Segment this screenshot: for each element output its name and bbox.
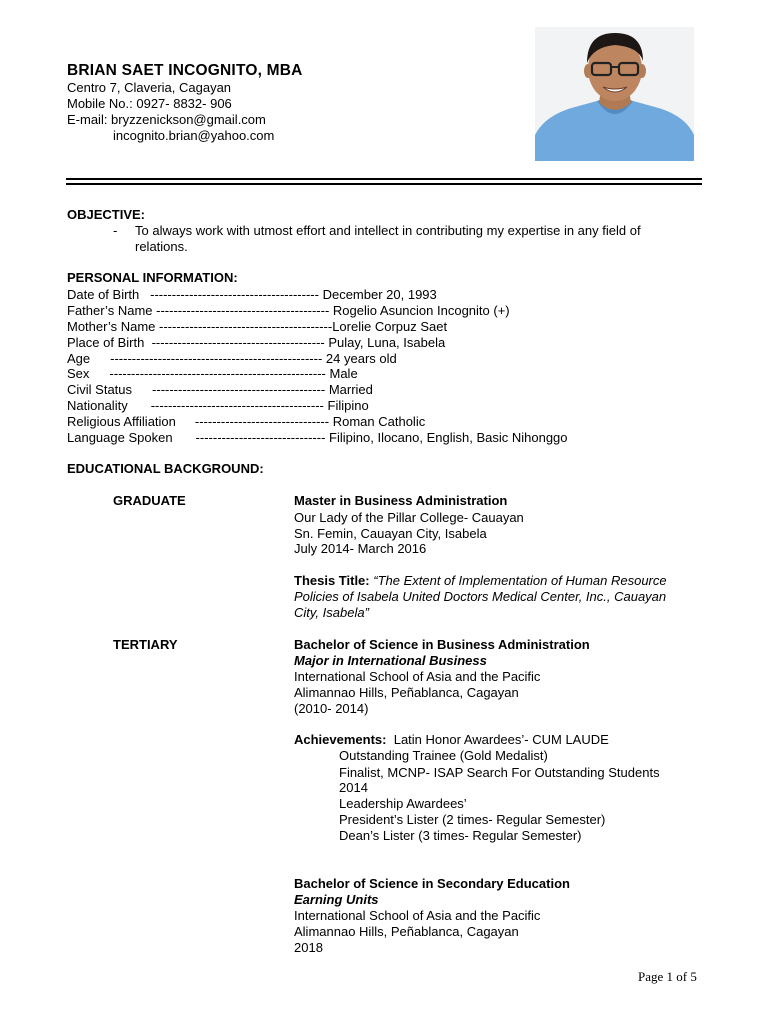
tertiary-school: International School of Asia and the Pacific	[294, 669, 541, 684]
row-value: 24 years old	[325, 351, 397, 366]
row-dashes: ----------------------------------------	[159, 319, 333, 334]
achievements-line-1	[294, 732, 609, 748]
thesis-line-1	[294, 573, 667, 589]
secondary-ed-note: Earning Units	[294, 892, 379, 907]
row-label: Sex	[67, 366, 90, 381]
row-label: Religious Affiliation	[67, 414, 176, 429]
tertiary-major: Major in International Business	[294, 653, 487, 668]
thesis-line-3: City, Isabela”	[294, 605, 369, 620]
graduate-school: Our Lady of the Pillar College- Cauayan	[294, 510, 524, 525]
row-label: Language Spoken	[67, 430, 173, 445]
personal-row	[67, 351, 397, 367]
graduate-degree: Master in Business Administration	[294, 493, 508, 508]
row-label: Civil Status	[67, 382, 133, 397]
achievement-item: 2014	[339, 780, 368, 795]
row-value: Married	[328, 382, 373, 397]
row-dashes: ----------------------------------------	[151, 335, 325, 350]
level-graduate: GRADUATE	[113, 493, 186, 508]
personal-row	[67, 319, 447, 335]
objective-line-2: relations.	[135, 239, 188, 254]
row-value: December 20, 1993	[322, 287, 437, 302]
personal-row	[67, 414, 425, 430]
row-value: Filipino	[327, 398, 369, 413]
row-dashes: ----------------------------------------	[152, 382, 326, 397]
tertiary-degree: Bachelor of Science in Business Administration	[294, 637, 590, 652]
thesis-line-2: Policies of Isabela United Doctors Medical Center, Inc., Cauayan	[294, 589, 667, 604]
row-dashes: -------------------------------------------------	[110, 351, 323, 366]
personal-row	[67, 398, 369, 414]
row-label: Place of Birth	[67, 335, 145, 350]
thesis-text-1: “The Extent of Implementation of Human Resource	[373, 573, 667, 588]
row-label: Date of Birth	[67, 287, 140, 302]
secondary-ed-address: Alimannao Hills, Peñablanca, Cagayan	[294, 924, 519, 939]
email-line-1: E-mail: bryzzenickson@gmail.com	[67, 112, 266, 127]
objective-line-1: To always work with utmost effort and intellect in contributing my expertise in any field of	[135, 223, 641, 238]
personal-row	[67, 287, 437, 303]
achievement-item: Leadership Awardees’	[339, 796, 467, 811]
secondary-ed-school: International School of Asia and the Pacific	[294, 908, 541, 923]
row-value: Pulay, Luna, Isabela	[328, 335, 446, 350]
secondary-ed-year: 2018	[294, 940, 323, 955]
mobile-line: Mobile No.: 0927- 8832- 906	[67, 96, 232, 111]
tertiary-dates: (2010- 2014)	[294, 701, 369, 716]
thesis-label: Thesis Title:	[294, 573, 370, 588]
graduate-address: Sn. Femin, Cauayan City, Isabela	[294, 526, 487, 541]
row-dashes: ----------------------------------------	[150, 398, 324, 413]
row-dashes: ----------------------------------------	[156, 303, 330, 318]
achievement-item: President’s Lister (2 times- Regular Semester)	[339, 812, 606, 827]
row-value: Roman Catholic	[332, 414, 426, 429]
row-value: Lorelie Corpuz Saet	[332, 319, 448, 334]
personal-row	[67, 335, 445, 351]
row-label: Mother’s Name	[67, 319, 156, 334]
row-dashes: ---------------------------------------	[150, 287, 319, 302]
achievements-label: Achievements:	[294, 732, 387, 747]
achievement-item: Outstanding Trainee (Gold Medalist)	[339, 748, 548, 763]
objective-heading: OBJECTIVE:	[67, 207, 146, 222]
resume-name: BRIAN SAET INCOGNITO, MBA	[67, 62, 303, 79]
achievement-item: Latin Honor Awardees’- CUM LAUDE	[393, 732, 609, 747]
secondary-ed-degree: Bachelor of Science in Secondary Education	[294, 876, 570, 891]
personal-info-heading: PERSONAL INFORMATION:	[67, 270, 238, 285]
header-rule-top	[66, 178, 702, 180]
education-heading: EDUCATIONAL BACKGROUND:	[67, 461, 264, 476]
row-dashes: --------------------------------------------------	[109, 366, 326, 381]
objective-bullet: -	[113, 223, 118, 238]
row-label: Father’s Name	[67, 303, 153, 318]
row-dashes: -------------------------------	[194, 414, 330, 429]
row-dashes: ------------------------------	[195, 430, 326, 445]
tertiary-address: Alimannao Hills, Peñablanca, Cagayan	[294, 685, 519, 700]
email-line-2: incognito.brian@yahoo.com	[113, 128, 275, 143]
row-label: Age	[67, 351, 91, 366]
profile-photo	[535, 27, 694, 161]
graduate-dates: July 2014- March 2016	[294, 541, 427, 556]
row-value: Male	[329, 366, 358, 381]
page-number: Page 1 of 5	[638, 969, 697, 984]
personal-row	[67, 382, 373, 398]
row-label: Nationality	[67, 398, 128, 413]
row-value: Filipino, Ilocano, English, Basic Nihonggo	[329, 430, 568, 445]
header-rule-bottom	[66, 183, 702, 185]
personal-row	[67, 430, 568, 446]
personal-row	[67, 303, 510, 319]
personal-row	[67, 366, 358, 382]
row-value: Rogelio Asuncion Incognito (+)	[332, 303, 510, 318]
level-tertiary: TERTIARY	[113, 637, 178, 652]
address-line: Centro 7, Claveria, Cagayan	[67, 80, 232, 95]
achievement-item: Dean’s Lister (3 times- Regular Semester)	[339, 828, 582, 843]
achievement-item: Finalist, MCNP- ISAP Search For Outstanding Students	[339, 765, 660, 780]
